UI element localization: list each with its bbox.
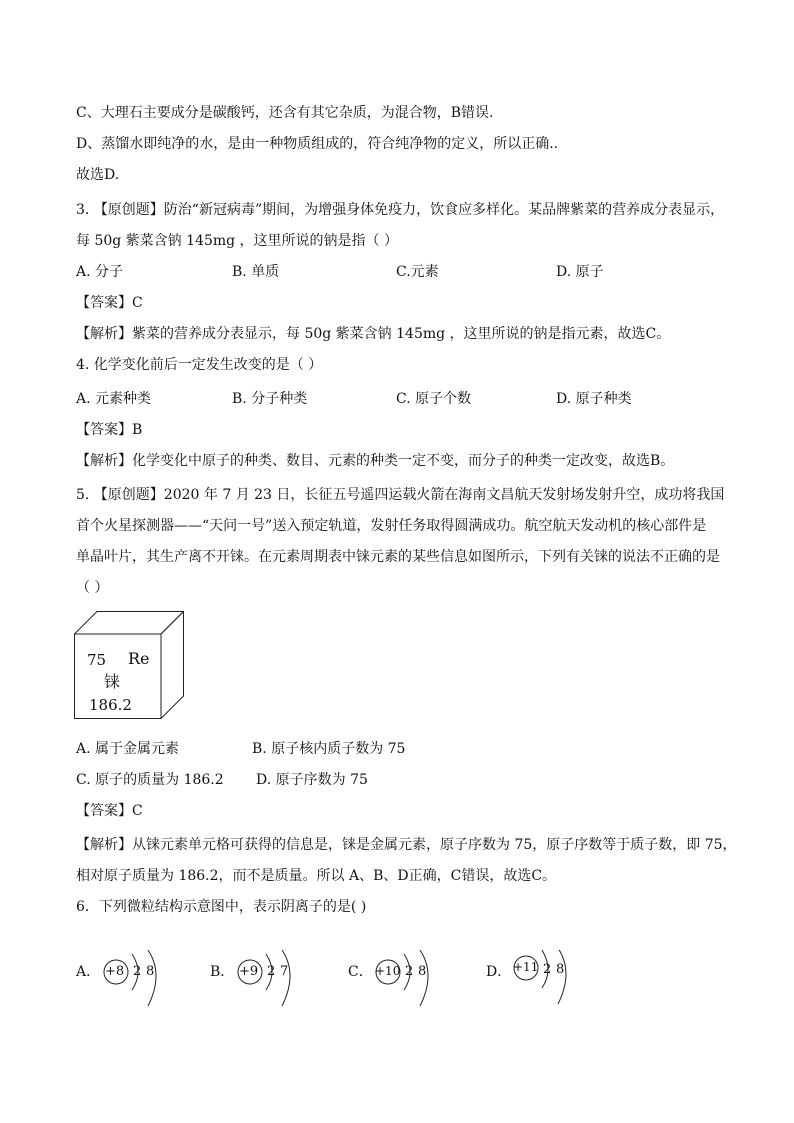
q4-explanation: 【解析】化学变化中原子的种类、数目、元素的种类一定不变，而分子的种类一定改变，故选B。 (76, 453, 675, 469)
question-6-stem: 6．下列微粒结构示意图中，表示阴离子的是( ) (76, 899, 367, 915)
question-5-stem-cont: 首个火星探测器——“天问一号”送入预定轨道，发射任务取得圆满成功。航空航天发动机的核心部件是 (76, 518, 707, 534)
q6-option-a-letter: A． (76, 964, 101, 980)
q4-option-d: D. 原子种类 (556, 391, 632, 407)
atom-diagram-a (102, 950, 166, 1010)
question-3-stem: 3. 【原创题】防治“新冠病毒”期间，为增强身体免疫力，饮食应多样化。某品牌紫菜的营养成分表显示， (76, 202, 725, 218)
q5-option-d: D. 原子序数为 75 (256, 772, 368, 788)
q4-option-c: C. 原子个数 (396, 391, 472, 407)
q6-option-b-letter: B． (210, 964, 235, 980)
rhenium-element-cell (74, 611, 184, 719)
q3-answer: 【答案】C (76, 295, 143, 311)
q5-answer: 【答案】C (76, 803, 143, 819)
q5-option-b: B. 原子核内质子数为 75 (252, 741, 406, 757)
q3-option-d: D. 原子 (556, 264, 604, 280)
text-line: C、大理石主要成分是碳酸钙，还含有其它杂质，为混合物，B错误. (76, 105, 494, 121)
shell-electrons: 2 (267, 964, 276, 979)
q3-explanation: 【解析】紫菜的营养成分表显示，每 50g 紫菜含钠 145mg ，这里所说的钠是指元素，故选C。 (76, 326, 671, 342)
atom-diagram-c (374, 950, 438, 1010)
q4-answer: 【答案】B (76, 422, 143, 438)
q5-option-a: A. 属于金属元素 (76, 741, 180, 757)
shell-electrons: 7 (280, 964, 289, 979)
atom-diagram-b (236, 950, 300, 1010)
nucleus-charge: +8 (105, 964, 125, 979)
q3-option-b: B. 单质 (232, 264, 280, 280)
shell-electrons: 2 (543, 962, 552, 977)
question-5-stem: 5. 【原创题】2020 年 7 月 23 日，长征五号遥四运载火箭在海南文昌航天发射场发射升空，成功将我国 (76, 487, 725, 503)
atomic-number: 75 (87, 651, 107, 669)
nucleus-charge: +11 (513, 960, 539, 974)
q6-option-c-letter: C． (348, 964, 373, 980)
shell-electrons: 8 (146, 964, 155, 979)
q6-option-d-letter: D． (486, 964, 512, 980)
nucleus-charge: +9 (239, 964, 259, 979)
shell-electrons: 8 (556, 962, 565, 977)
q5-explanation-cont: 相对原子质量为 186.2，而不是质量。所以 A、B、D正确，C错误，故选C。 (76, 868, 557, 884)
question-3-stem-cont: 每 50g 紫菜含钠 145mg ，这里所说的钠是指（ ） (76, 233, 398, 249)
shell-electrons: 2 (133, 964, 142, 979)
shell-electrons: 2 (405, 964, 414, 979)
question-5-stem-cont: 单晶叶片，其生产离不开铼。在元素周期表中铼元素的某些信息如图所示，下列有关铼的说法不正确的是 (76, 549, 720, 565)
element-symbol: Re (128, 649, 150, 668)
question-5-stem-cont: （ ） (76, 580, 109, 596)
text-line: D、蒸馏水即纯净的水，是由一种物质组成的，符合纯净物的定义，所以正确.. (76, 136, 559, 152)
element-name: 铼 (104, 672, 121, 691)
nucleus-charge: +10 (375, 964, 401, 978)
q3-option-c: C.元素 (396, 264, 439, 280)
q4-option-b: B. 分子种类 (232, 391, 308, 407)
atomic-mass: 186.2 (89, 696, 132, 714)
q4-option-a: A. 元素种类 (76, 391, 152, 407)
shell-electrons: 8 (418, 964, 427, 979)
question-4-stem: 4. 化学变化前后一定发生改变的是（ ） (76, 357, 323, 373)
q5-option-c: C. 原子的质量为 186.2 (76, 772, 224, 788)
text-line: 故选D. (76, 167, 120, 183)
atom-diagram-d (512, 950, 576, 1010)
q5-explanation: 【解析】从铼元素单元格可获得的信息是，铼是金属元素，原子序数为 75，原子序数等于质子数，即 75， (76, 837, 737, 853)
q3-option-a: A. 分子 (76, 264, 124, 280)
